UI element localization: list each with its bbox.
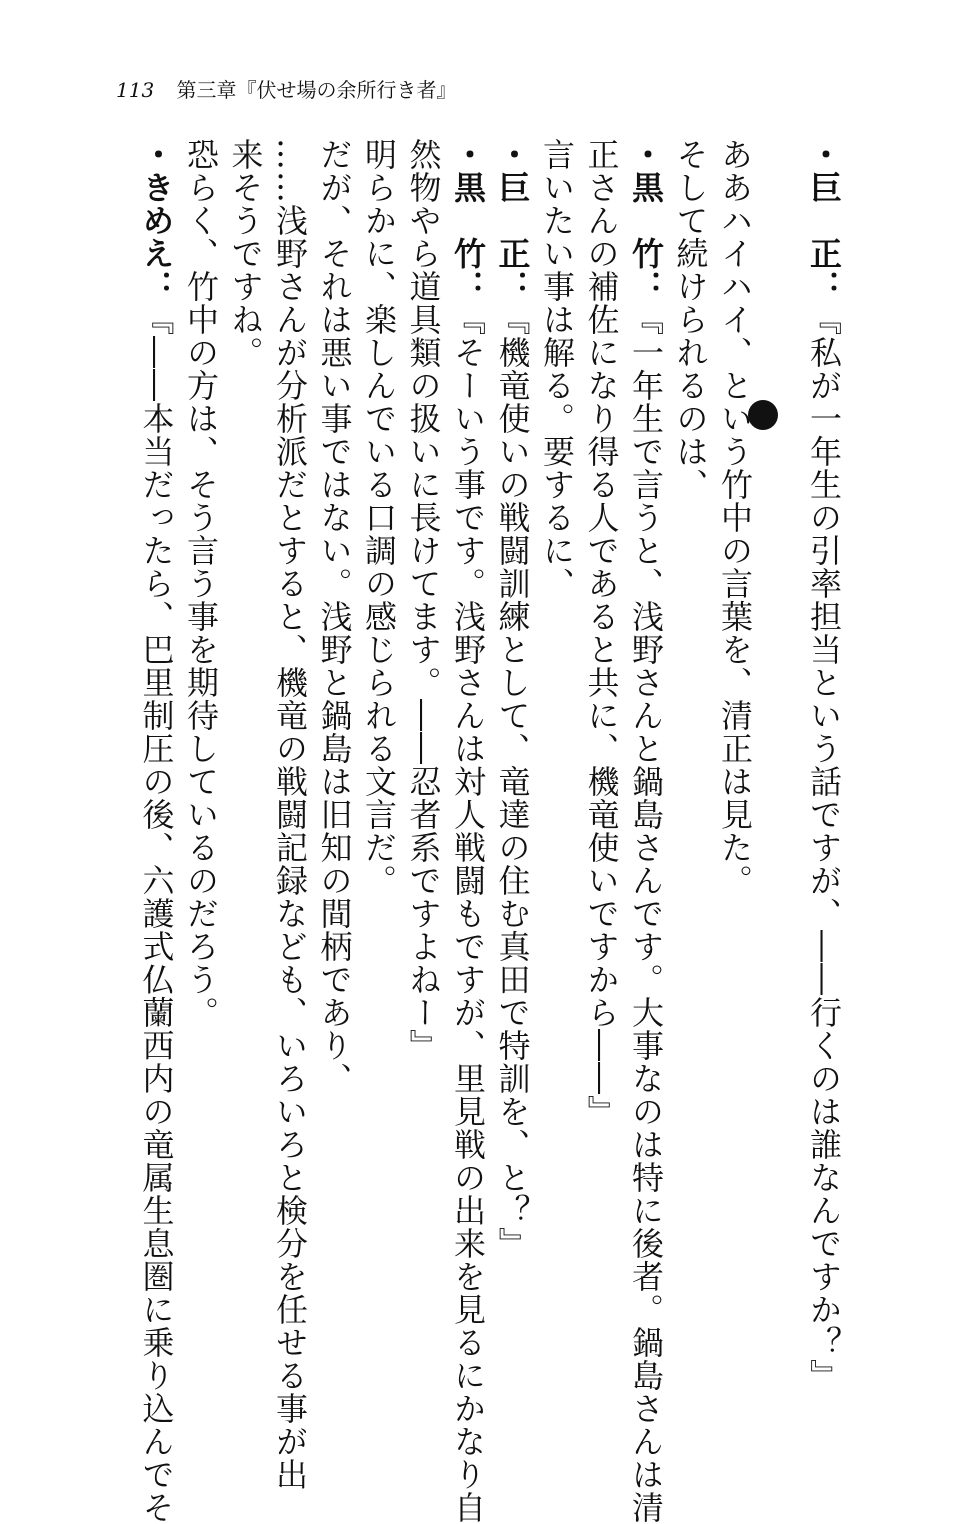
- text-line: [535, 138, 580, 1268]
- running-head: [116, 74, 457, 103]
- text-line: [624, 138, 669, 1524]
- line-text: 『私が一年生の引率担当という話ですが、――行くのは誰なんですか？』: [805, 303, 843, 1392]
- text-line: [579, 138, 624, 1268]
- text-line: [357, 138, 402, 1268]
- text-line: [401, 138, 446, 1268]
- speaker-label: ・黒 竹：: [449, 138, 487, 303]
- chapter-title: 第三章『伏せ場の余所行き者』: [176, 78, 457, 102]
- line-text: 明らかに、楽しんでいる口調の感じられる文言だ。: [360, 138, 398, 897]
- line-text: 恐らく、竹中の方は、そう言う事を期待しているのだろう。: [182, 138, 220, 1029]
- line-text: 『機竜使いの戦闘訓練として、竜達の住む真田で特訓を、と？』: [493, 303, 532, 1260]
- text-line: [490, 138, 535, 1268]
- line-text: 言いたい事は解る。要するに、: [538, 138, 576, 600]
- text-line: [802, 138, 847, 1392]
- line-text: 然物やら道具類の扱いに長けてます。――忍者系ですよねー』: [404, 138, 443, 1062]
- text-line: [179, 138, 224, 1268]
- line-text: 正さんの補佐になり得る人であると共に、機竜使いですから――』: [582, 138, 621, 1128]
- line-text: そして続けられるのは、: [671, 138, 710, 501]
- line-text: だが、それは悪い事ではない。浅野と鍋島は旧知の間柄であり、: [315, 138, 354, 1095]
- speaker-label: ・きめえ：: [137, 138, 176, 303]
- line-text: ……浅野さんが分析派だとすると、機竜の戦闘記録なども、いろいろと検分を任せる事が出: [271, 138, 309, 1491]
- line-text: 『そーいう事です。浅野さんは対人戦闘もですが、里見戦の出来を見るにかなり自: [449, 303, 487, 1524]
- text-line: [268, 138, 313, 1491]
- text-line: [312, 138, 357, 1268]
- page-number: 113: [116, 78, 155, 102]
- line-text: [761, 138, 799, 149]
- text-line: [757, 138, 802, 1268]
- speaker-label: ・巨 正：: [493, 138, 532, 303]
- speaker-label: ・巨 正：: [805, 138, 843, 303]
- speaker-label: ・黒 竹：: [627, 138, 665, 303]
- text-line: [223, 138, 268, 1268]
- line-text: 来そうですね。: [226, 138, 265, 369]
- text-line: [446, 138, 491, 1524]
- text-line: [713, 138, 758, 1268]
- text-line: [134, 138, 179, 1524]
- text-line: [668, 138, 713, 1268]
- vertical-text-body: [137, 138, 846, 1524]
- line-text: ああハイハイ、という竹中の言葉を、清正は見た。: [716, 138, 754, 897]
- line-text: 『――本当だったら、巴里制圧の後、六護式仏蘭西内の竜属生息圏に乗り込んでそ: [137, 303, 176, 1524]
- line-text: 『一年生で言うと、浅野さんと鍋島さんです。大事なのは特に後者。鍋島さんは清: [627, 303, 665, 1524]
